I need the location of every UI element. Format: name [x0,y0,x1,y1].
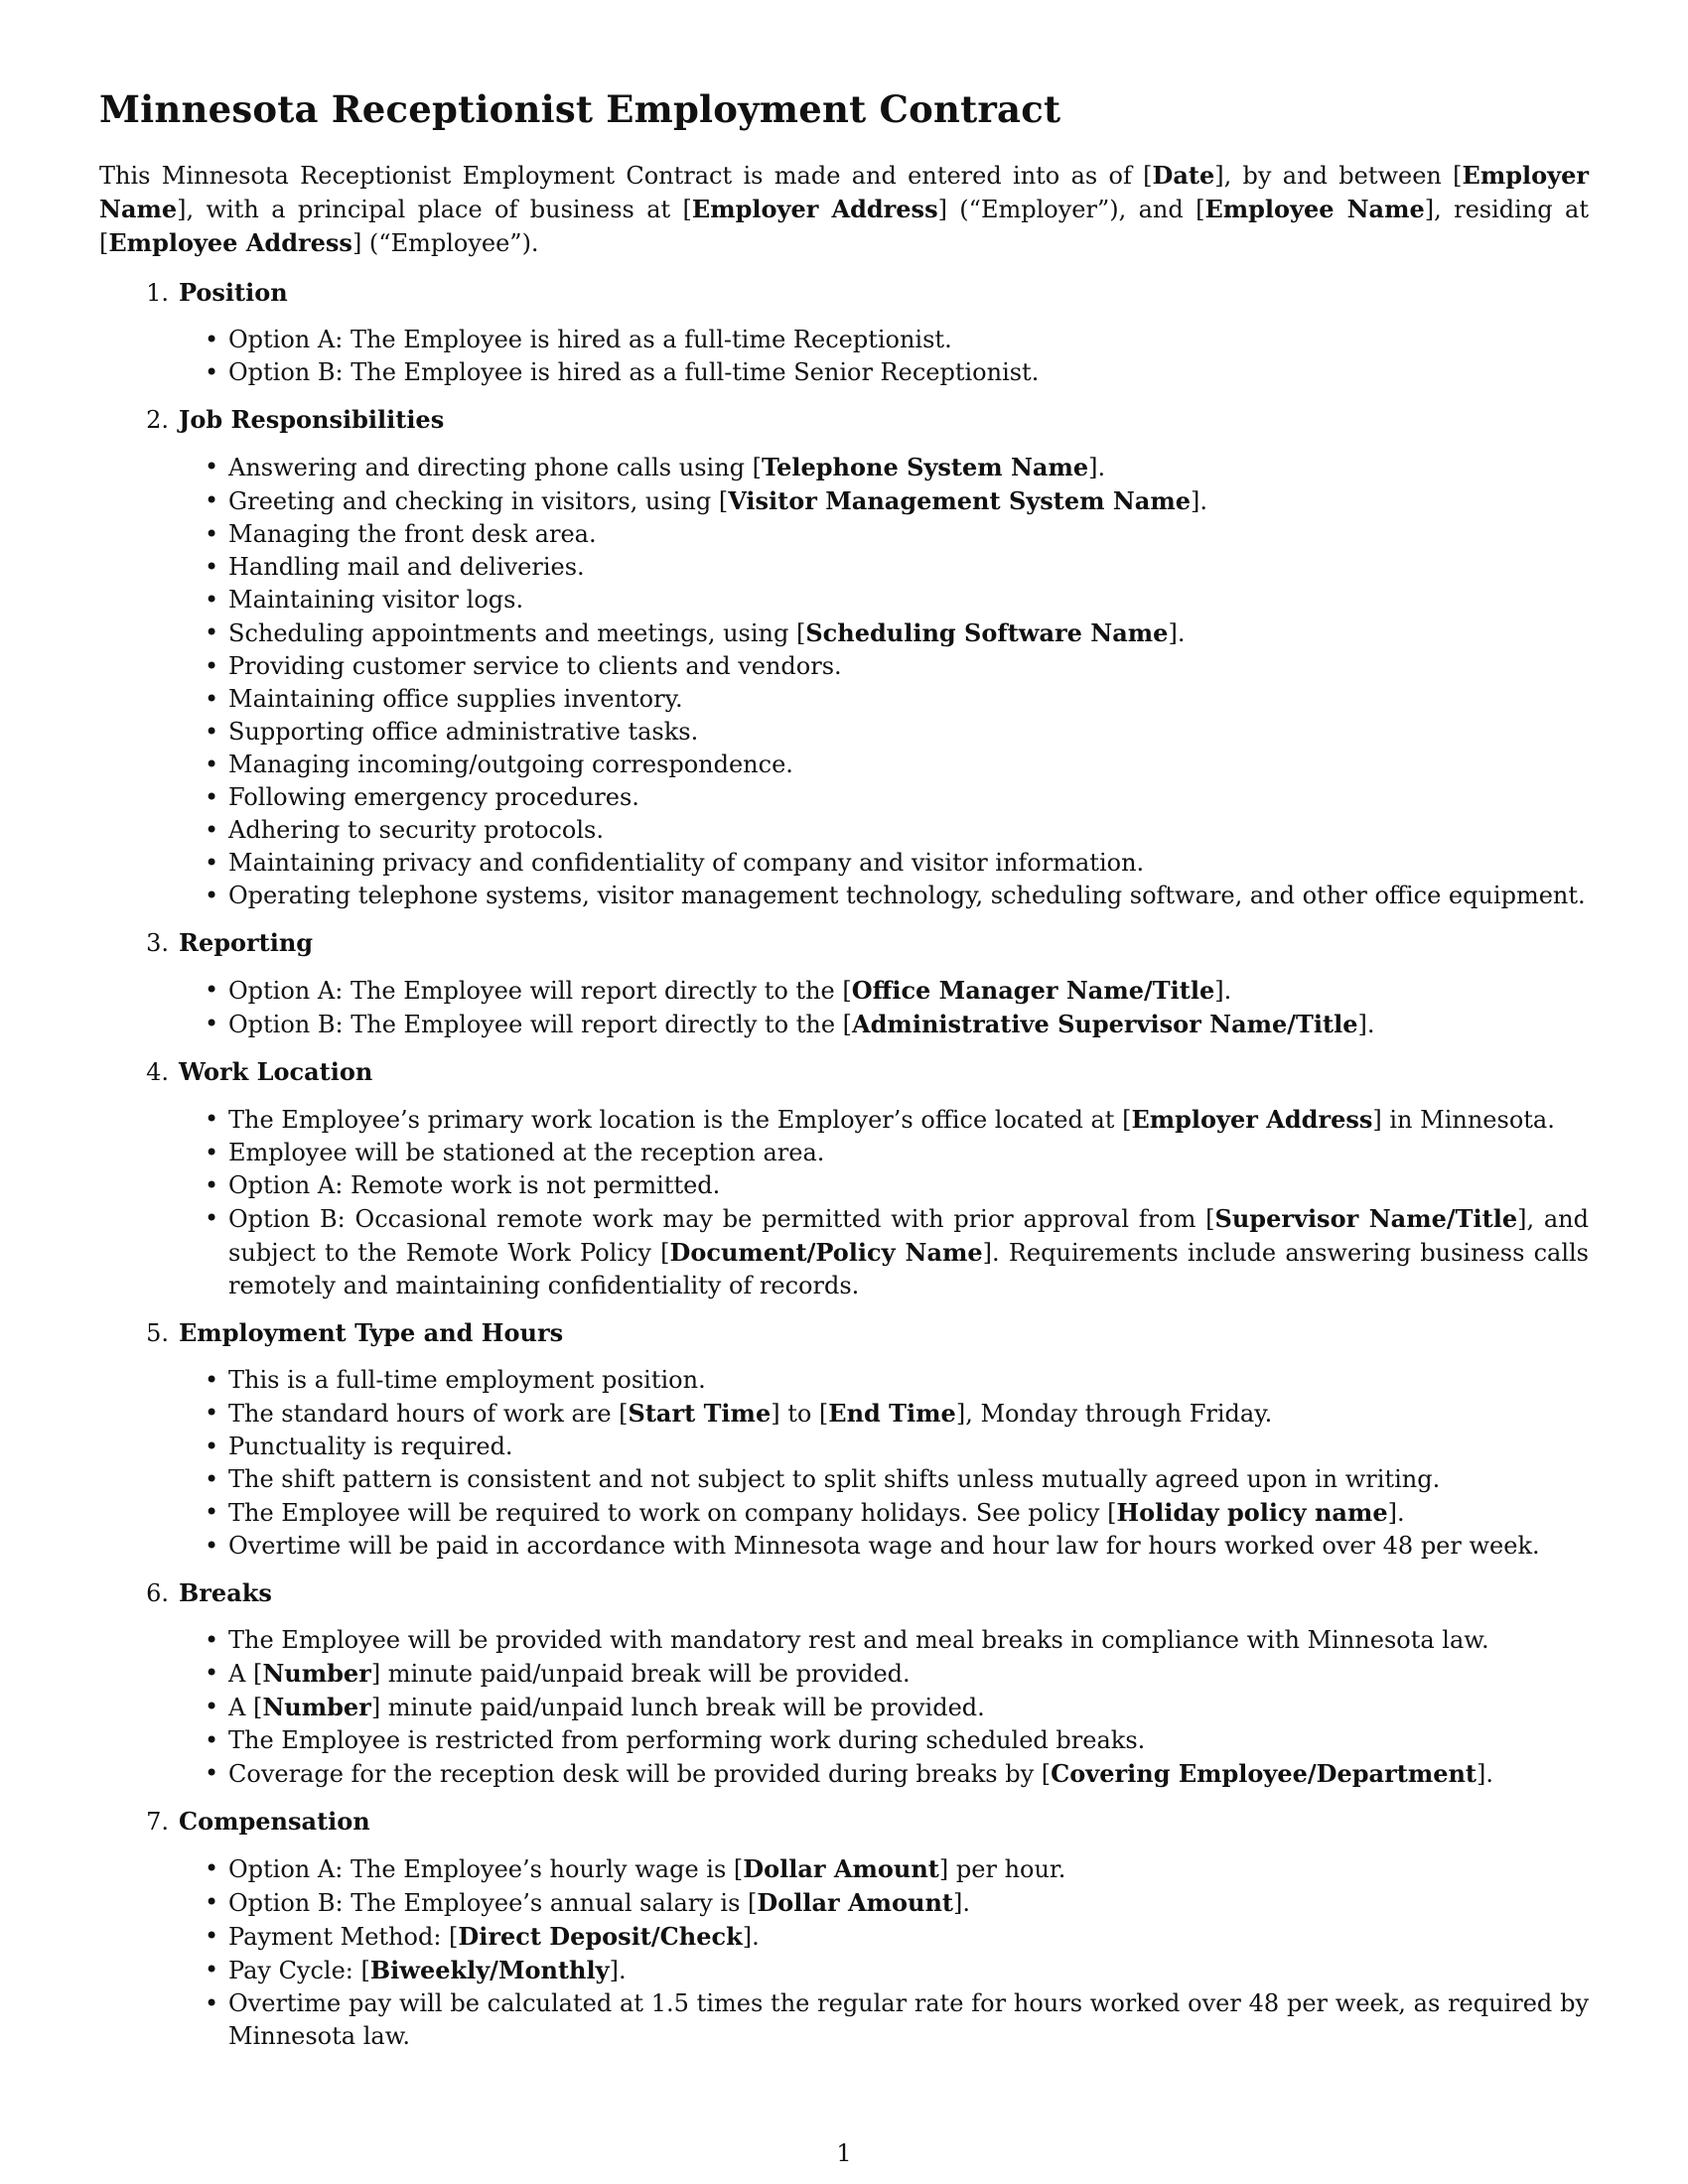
section-title: Employment Type and Hours [179,1318,564,1347]
section-title: Compensation [179,1807,370,1836]
list-item [228,781,1589,814]
section-number: 1. [146,279,169,307]
text-run: ] per hour. [938,1855,1066,1883]
list-item [228,716,1589,749]
section-2 [99,403,1589,912]
text-run: Option A: Remote work is not permitted. [228,1171,721,1199]
list-item [228,749,1589,781]
text-run: ]. [742,1923,760,1951]
section-title: Work Location [179,1057,373,1086]
text-run: ]. [1214,977,1232,1005]
section-title: Position [179,278,288,307]
text-run: Employee will be stationed at the reception area. [228,1139,825,1166]
bullet-list [99,1624,1589,1791]
section-title: Job Responsibilities [179,405,445,434]
text-run: ], residing at [ [99,196,1589,257]
list-item [228,1724,1589,1757]
list-item [228,356,1589,389]
text-run: ]. [1168,619,1186,647]
list-item [228,1624,1589,1657]
placeholder-field: Number [262,1693,371,1721]
text-run: Maintaining office supplies inventory. [228,685,683,713]
bullet-list [99,451,1589,912]
list-item [228,451,1589,484]
text-run: ]. [1387,1499,1405,1527]
text-run: Scheduling appointments and meetings, using [ [228,619,806,647]
bullet-list [99,1364,1589,1563]
placeholder-field: Scheduling Software Name [805,618,1169,647]
page-number: 1 [836,2139,852,2167]
text-run: The standard hours of work are [ [228,1400,629,1428]
intro-paragraph [99,159,1589,260]
text-run: The Employee will be provided with mandatory rest and meal breaks in compliance with Minnesota law. [228,1626,1489,1654]
placeholder-field: Number [262,1659,371,1688]
text-run: ] minute paid/unpaid lunch break will be provided. [370,1694,985,1721]
text-run: Option A: The Employee is hired as a full-time Receptionist. [228,326,952,353]
placeholder-field: End Time [828,1399,956,1428]
list-item [228,974,1589,1008]
text-run: ]. Requirements include answering business calls remotely and maintaining confidentiality of records. [228,1239,1589,1299]
text-run: A [ [228,1694,263,1721]
list-item [228,1364,1589,1397]
text-run: The Employee will be required to work on company holidays. See policy [ [228,1499,1117,1527]
list-item [228,880,1589,912]
text-run: ] (“Employer”), and [ [937,196,1205,223]
placeholder-field: Employee Name [1204,195,1425,223]
list-item [228,551,1589,584]
placeholder-field: Covering Employee/Department [1051,1759,1477,1788]
list-item [228,1530,1589,1563]
text-run: Maintaining visitor logs. [228,586,524,614]
list-item [228,484,1589,518]
placeholder-field: Document/Policy Name [669,1238,983,1267]
placeholder-field: Biweekly/Monthly [369,1956,610,1984]
section-heading [99,1055,1589,1089]
section-number: 5. [146,1319,169,1347]
list-item [228,1757,1589,1791]
text-run: Coverage for the reception desk will be provided during breaks by [ [228,1760,1052,1788]
text-run: ]. [1477,1760,1494,1788]
section-5 [99,1316,1589,1563]
text-run: Option A: The Employee’s hourly wage is [ [228,1855,744,1883]
bullet-list [99,1852,1589,2053]
placeholder-field: Employee Address [108,228,352,257]
bullet-list [99,974,1589,1041]
text-run: ] minute paid/unpaid break will be provided. [370,1660,911,1688]
list-item [228,324,1589,356]
text-run: Option B: The Employee will report directly to the [ [228,1011,853,1038]
list-item [228,650,1589,683]
section-number: 6. [146,1579,169,1607]
bullet-list [99,1103,1589,1302]
text-run: ], by and between [ [1214,162,1463,190]
section-heading [99,276,1589,310]
text-run: Payment Method: [ [228,1923,459,1951]
list-item [228,616,1589,650]
list-item [228,1987,1589,2053]
list-item [228,683,1589,716]
placeholder-field: Telephone System Name [762,453,1089,481]
list-item [228,1463,1589,1496]
list-item [228,518,1589,551]
text-run: Punctuality is required. [228,1433,513,1460]
text-run: Handling mail and deliveries. [228,553,585,581]
list-item [228,1954,1589,1987]
bullet-list [99,324,1589,389]
list-item [228,1169,1589,1202]
section-number: 3. [146,929,169,957]
section-title: Breaks [179,1578,272,1607]
placeholder-field: Employer Address [1131,1105,1373,1134]
text-run: Overtime pay will be calculated at 1.5 times the regular rate for hours worked over 48 per week, as required by Minnesota law. [228,1989,1589,2050]
text-run: ]. [609,1957,627,1984]
list-item [228,847,1589,880]
section-number: 2. [146,406,169,434]
text-run: The Employee’s primary work location is the Employer’s office located at [ [228,1106,1132,1134]
section-title: Reporting [179,928,314,957]
section-heading [99,1576,1589,1610]
text-run: ]. [1357,1011,1375,1038]
placeholder-field: Employer Name [99,161,1589,223]
section-heading [99,403,1589,437]
text-run: This Minnesota Receptionist Employment Contract is made and entered into as of [ [99,162,1153,190]
text-run: Following emergency procedures. [228,783,639,811]
list-item [228,1886,1589,1920]
placeholder-field: Start Time [628,1399,772,1428]
text-run: Option B: The Employee’s annual salary is [ [228,1889,758,1917]
text-run: Operating telephone systems, visitor management technology, scheduling software, and other office equipment. [228,882,1586,909]
section-heading [99,1316,1589,1350]
text-run: ]. [1191,487,1207,515]
text-run: ], Monday through Friday. [955,1400,1273,1428]
section-3 [99,926,1589,1041]
text-run: ], with a principal place of business at [ [177,196,692,223]
list-item [228,1496,1589,1530]
text-run: Overtime will be paid in accordance with Minnesota wage and hour law for hours worked over 48 per week. [228,1532,1540,1560]
list-item [228,1852,1589,1886]
section-number: 7. [146,1808,169,1836]
placeholder-field: Date [1152,161,1215,190]
list-item [228,1137,1589,1169]
text-run: Providing customer service to clients and vendors. [228,652,842,680]
text-run: Maintaining privacy and confidentiality of company and visitor information. [228,849,1145,877]
text-run: ] to [ [771,1400,829,1428]
placeholder-field: Holiday policy name [1116,1498,1388,1527]
document-page [99,87,1589,2067]
list-item [228,584,1589,616]
placeholder-field: Dollar Amount [743,1854,939,1883]
text-run: Option B: Occasional remote work may be permitted with prior approval from [ [228,1205,1215,1233]
list-item [228,1657,1589,1691]
placeholder-field: Visitor Management System Name [728,486,1191,515]
list-item [228,1920,1589,1954]
text-run: Managing the front desk area. [228,520,597,548]
list-item [228,1103,1589,1137]
section-number: 4. [146,1058,169,1086]
section-7 [99,1805,1589,2053]
document-title: Minnesota Receptionist Employment Contract [99,87,1061,131]
text-run: This is a full-time employment position. [228,1366,706,1394]
text-run: A [ [228,1660,263,1688]
placeholder-field: Direct Deposit/Check [458,1922,743,1951]
text-run: ] (“Employee”). [352,229,539,257]
list-item [228,1691,1589,1724]
list-item [228,1008,1589,1041]
section-list [99,276,1589,2053]
placeholder-field: Office Manager Name/Title [851,976,1215,1005]
section-6 [99,1576,1589,1791]
text-run: Pay Cycle: [ [228,1957,370,1984]
placeholder-field: Supervisor Name/Title [1214,1204,1518,1233]
text-run: ]. [1088,454,1106,481]
text-run: The shift pattern is consistent and not subject to split shifts unless mutually agreed upon in writing. [228,1465,1441,1493]
text-run: Option B: The Employee is hired as a full-time Senior Receptionist. [228,358,1040,386]
text-run: Greeting and checking in visitors, using [ [228,487,729,515]
section-heading [99,926,1589,960]
text-run: The Employee is restricted from performing work during scheduled breaks. [228,1726,1146,1754]
list-item [228,1202,1589,1302]
text-run: ] in Minnesota. [1372,1106,1555,1134]
text-run: Supporting office administrative tasks. [228,718,699,746]
section-heading [99,1805,1589,1839]
placeholder-field: Administrative Supervisor Name/Title [852,1010,1358,1038]
text-run: Managing incoming/outgoing correspondence. [228,751,793,778]
section-1 [99,276,1589,389]
list-item [228,1397,1589,1431]
text-run: Adhering to security protocols. [228,816,604,844]
list-item [228,1431,1589,1463]
text-run: Answering and directing phone calls using [ [228,454,762,481]
text-run: ], and subject to the Remote Work Policy [ [228,1205,1589,1267]
list-item [228,814,1589,847]
text-run: Option A: The Employee will report directly to the [ [228,977,852,1005]
placeholder-field: Dollar Amount [757,1888,954,1917]
section-4 [99,1055,1589,1302]
placeholder-field: Employer Address [691,195,938,223]
text-run: ]. [953,1889,971,1917]
